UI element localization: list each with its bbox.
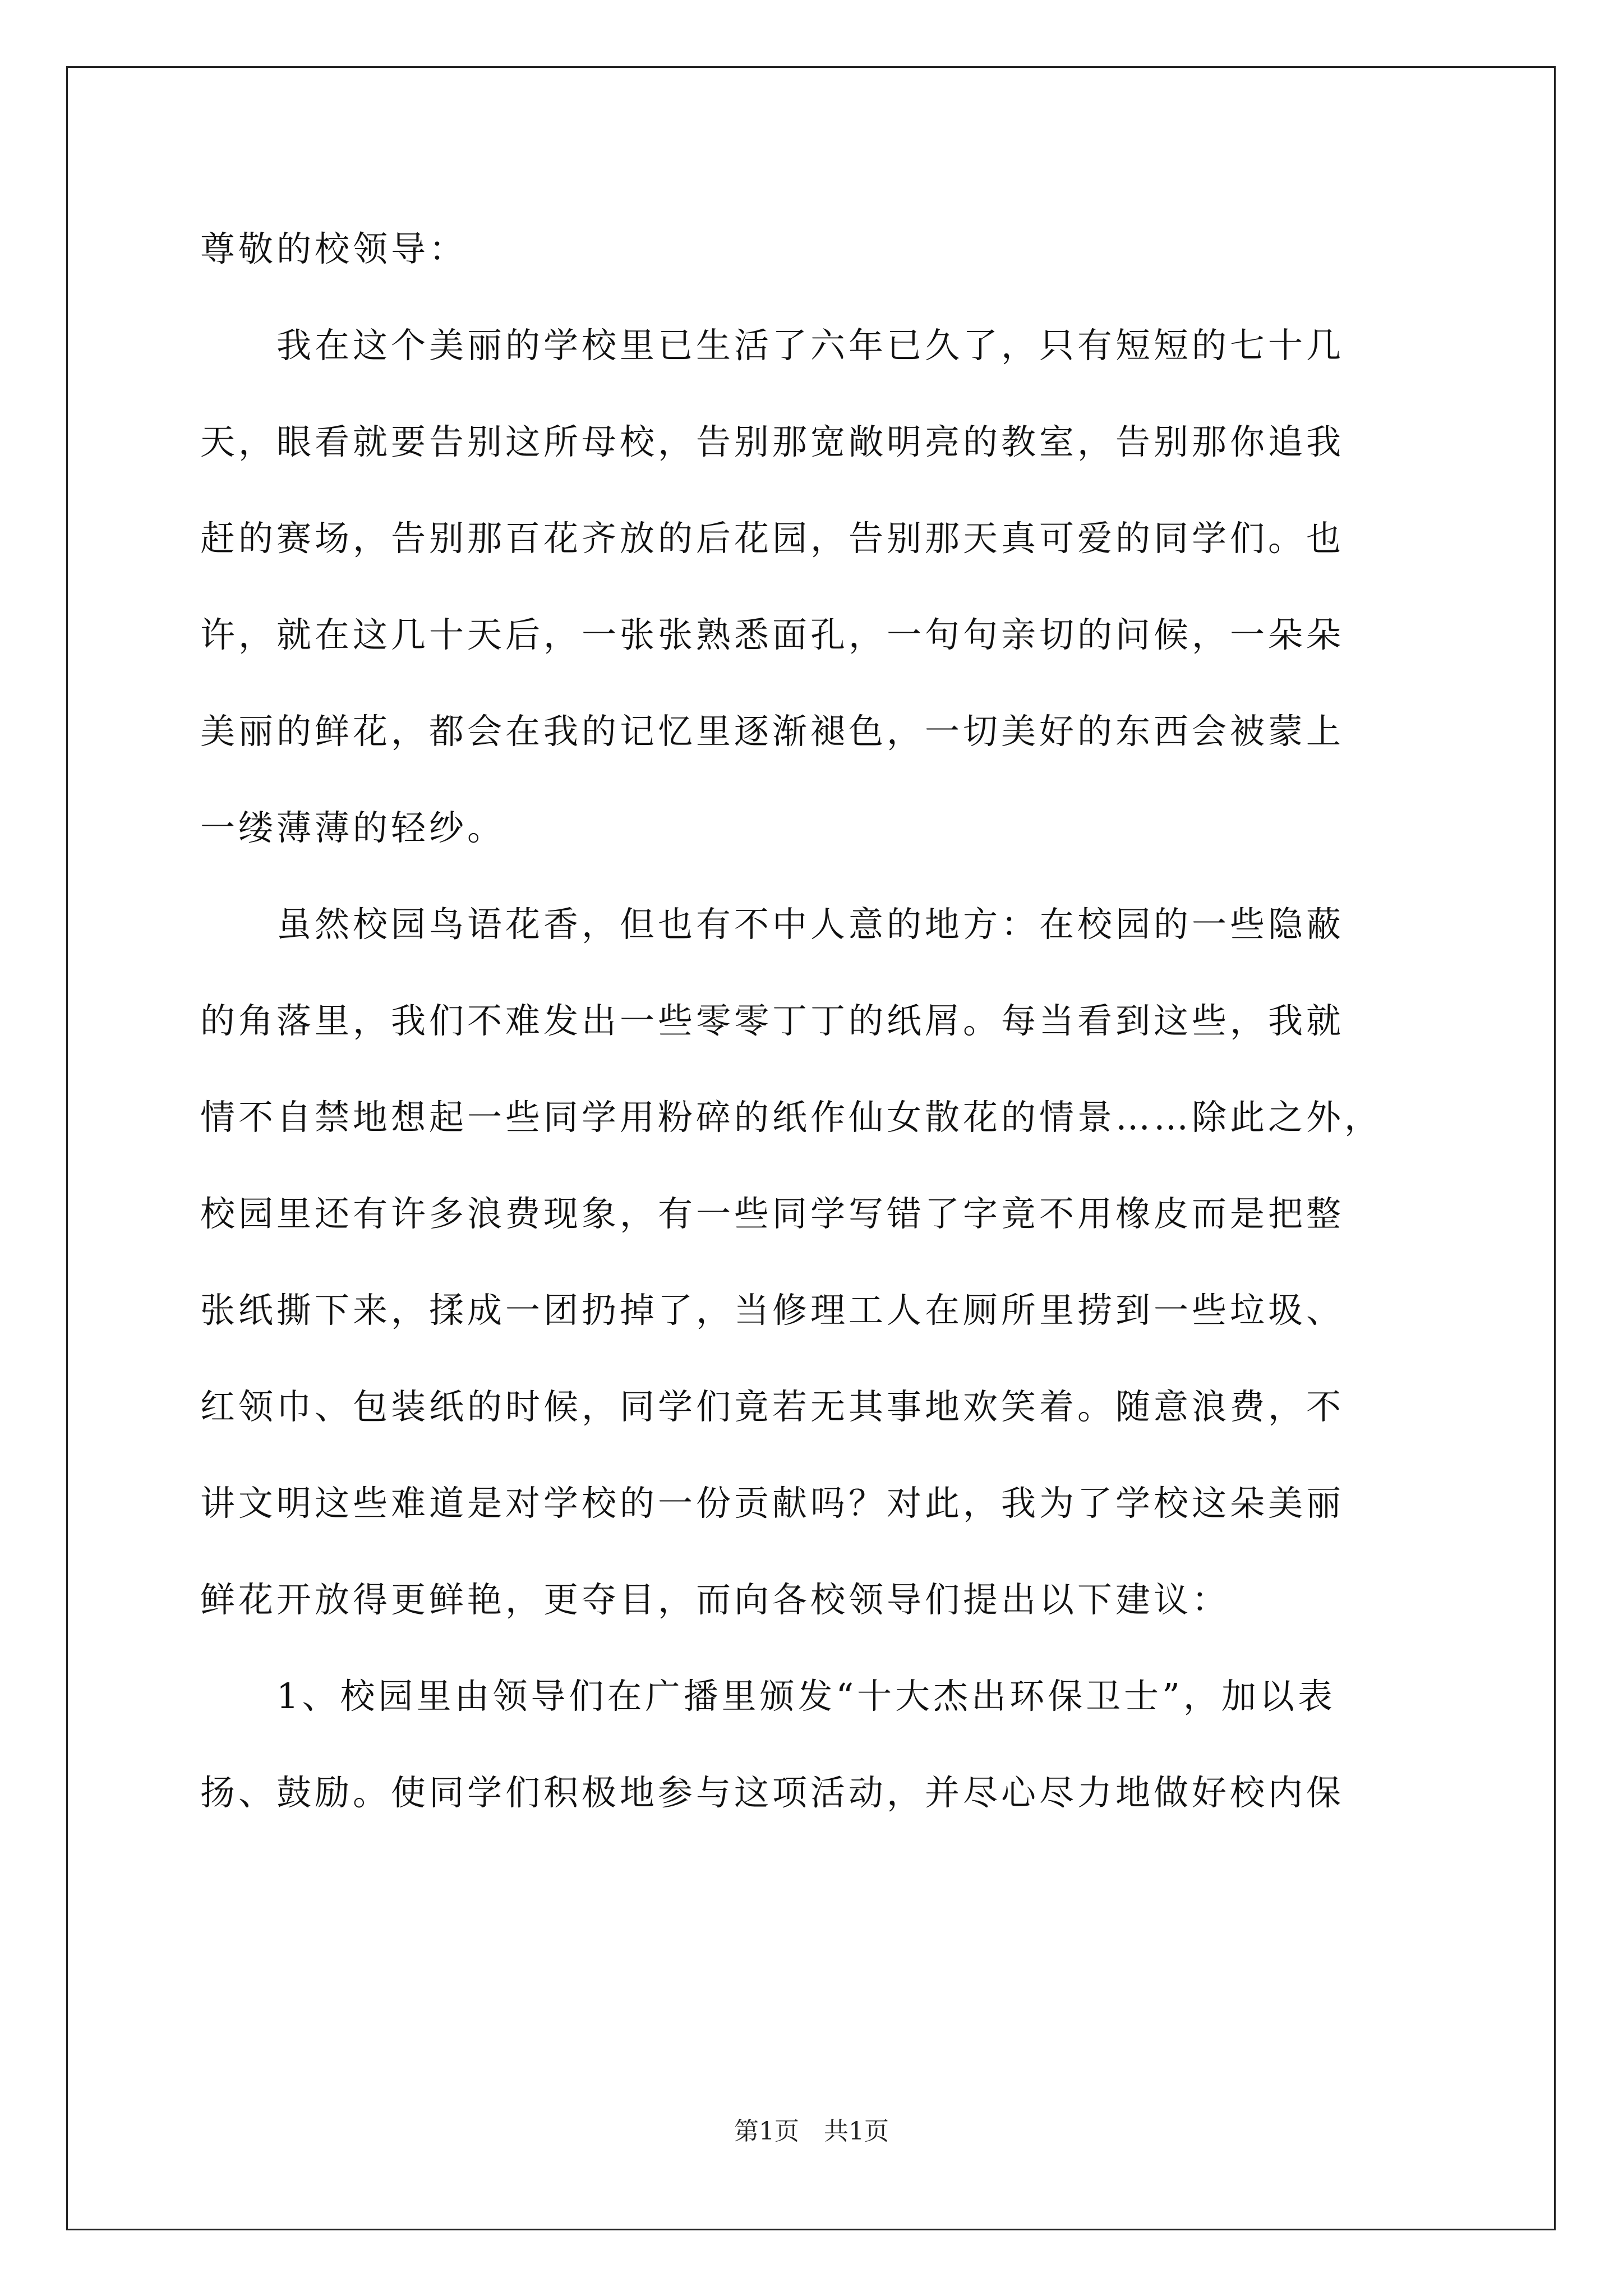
paragraph-2-line-2: 的角落里，我们不难发出一些零零丁丁的纸屑。每当看到这些，我就 <box>200 1000 1345 1041</box>
page-footer: 第1页 共1页 <box>734 2117 889 2146</box>
suggestion-1-line-2: 扬、鼓励。使同学们积极地参与这项活动，并尽心尽力地做好校内保 <box>200 1772 1345 1813</box>
suggestion-1-line-1: 1、校园里由领导们在广播里颁发“十大杰出环保卫士”，加以表 <box>200 1676 1336 1717</box>
paragraph-2-line-3: 情不自禁地想起一些同学用粉碎的纸作仙女散花的情景……除此之外， <box>200 1097 1383 1138</box>
paragraph-1-line-3: 赶的赛场，告别那百花齐放的后花园，告别那天真可爱的同学们。也 <box>200 518 1345 559</box>
salutation-line: 尊敬的校领导： <box>200 228 468 269</box>
document-body <box>200 201 1434 1841</box>
paragraph-2-line-4: 校园里还有许多浪费现象，有一些同学写错了字竟不用橡皮而是把整 <box>200 1193 1345 1234</box>
paragraph-1-line-6: 一缕薄薄的轻纱。 <box>200 807 506 848</box>
paragraph-2-line-6: 红领巾、包装纸的时候，同学们竟若无其事地欢笑着。随意浪费，不 <box>200 1386 1345 1427</box>
paragraph-2-line-5: 张纸撕下来，揉成一团扔掉了，当修理工人在厕所里捞到一些垃圾、 <box>200 1290 1345 1331</box>
paragraph-1-line-1: 我在这个美丽的学校里已生活了六年已久了，只有短短的七十几 <box>200 325 1345 366</box>
paragraph-2-line-8: 鲜花开放得更鲜艳，更夺目，而向各校领导们提出以下建议： <box>200 1579 1230 1620</box>
paragraph-2-line-1: 虽然校园鸟语花香，但也有不中人意的地方：在校园的一些隐蔽 <box>200 904 1345 945</box>
paragraph-2-line-7: 讲文明这些难道是对学校的一份贡献吗？对此，我为了学校这朵美丽 <box>200 1483 1345 1524</box>
paragraph-1-line-5: 美丽的鲜花，都会在我的记忆里逐渐褪色，一切美好的东西会被蒙上 <box>200 711 1345 752</box>
paragraph-1-line-4: 许，就在这几十天后，一张张熟悉面孔，一句句亲切的问候，一朵朵 <box>200 614 1345 655</box>
paragraph-1-line-2: 天，眼看就要告别这所母校，告别那宽敞明亮的教室，告别那你追我 <box>200 421 1345 462</box>
